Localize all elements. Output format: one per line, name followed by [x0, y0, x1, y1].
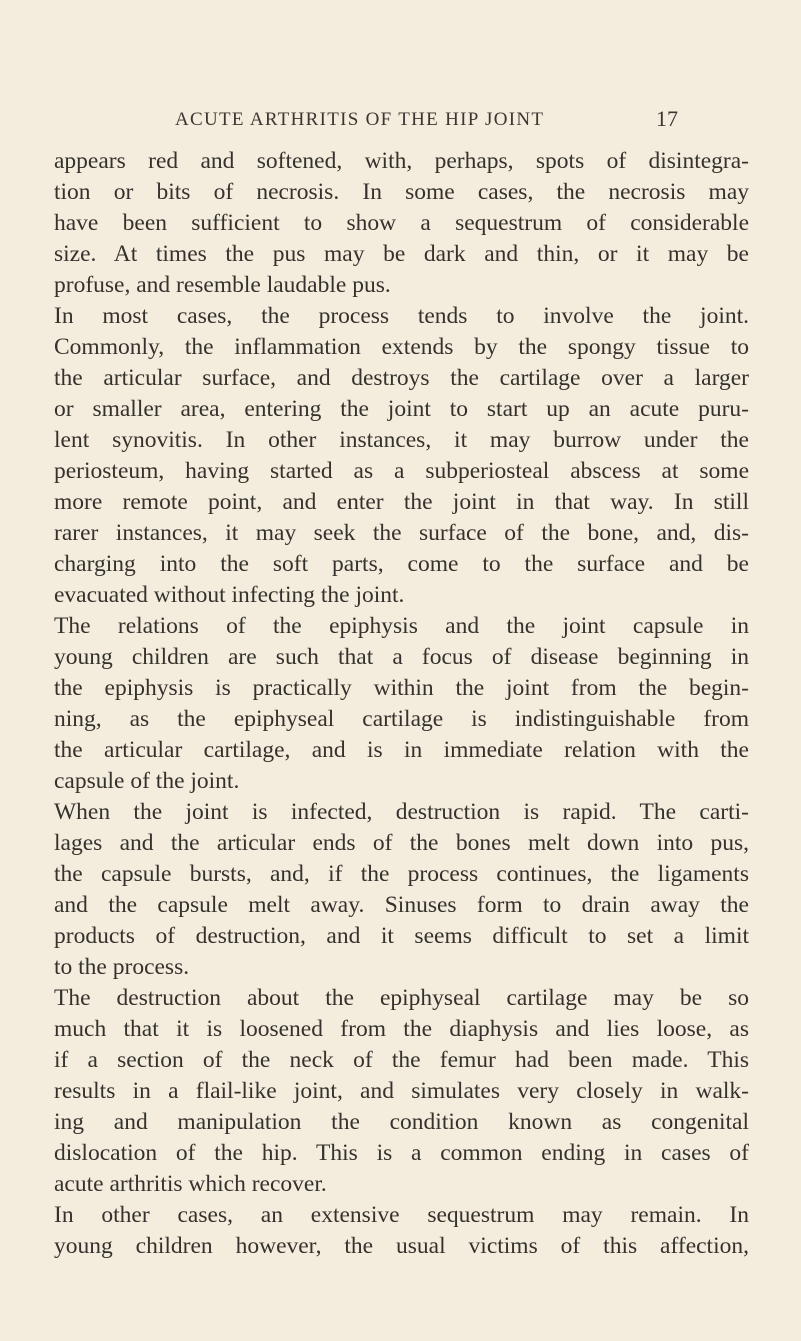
text-line: or smaller area, entering the joint to start up an acute puru- [54, 396, 749, 422]
text-line: appears red and softened, with, perhaps, spots of disintegra- [54, 148, 749, 174]
text-line: products of destruction, and it seems difficult to set a limit [54, 923, 749, 949]
text-line: have been sufficient to show a sequestrum of considerable [54, 210, 749, 236]
text-line: Commonly, the inflammation extends by the spongy tissue to [54, 334, 749, 360]
text-line: lages and the articular ends of the bones melt down into pus, [54, 830, 749, 856]
text-line: dislocation of the hip. This is a common ending in cases of [54, 1140, 749, 1166]
text-line: evacuated without infecting the joint. [54, 582, 405, 608]
running-head-title: ACUTE ARTHRITIS OF THE HIP JOINT [175, 109, 545, 130]
text-line: the capsule bursts, and, if the process continues, the ligaments [54, 861, 749, 887]
text-line: if a section of the neck of the femur had been made. This [54, 1047, 749, 1073]
text-line: ning, as the epiphyseal cartilage is indistinguishable from [54, 706, 749, 732]
text-line: more remote point, and enter the joint in that way. In still [54, 489, 749, 515]
paragraph [54, 146, 749, 301]
body-text [54, 146, 749, 1262]
text-line: charging into the soft parts, come to the surface and be [54, 551, 749, 577]
text-line: young children are such that a focus of disease beginning in [54, 644, 749, 670]
text-line: In other cases, an extensive sequestrum may remain. In [54, 1202, 749, 1228]
text-line: When the joint is infected, destruction is rapid. The carti- [54, 799, 749, 825]
text-line: capsule of the joint. [54, 768, 240, 794]
text-line: ing and manipulation the condition known as congenital [54, 1109, 749, 1135]
paragraph [54, 983, 749, 1200]
text-line: The relations of the epiphysis and the joint capsule in [54, 613, 749, 639]
paragraph [54, 611, 749, 797]
paragraph [54, 1200, 749, 1262]
paragraph [54, 301, 749, 611]
text-line: In most cases, the process tends to involve the joint. [54, 303, 749, 329]
text-line: acute arthritis which recover. [54, 1171, 327, 1197]
paragraph [54, 797, 749, 983]
page-number: 17 [656, 106, 678, 131]
text-line: much that it is loosened from the diaphysis and lies loose, as [54, 1016, 749, 1042]
text-line: The destruction about the epiphyseal cartilage may be so [54, 985, 749, 1011]
text-line: young children however, the usual victims of this affection, [54, 1233, 749, 1259]
text-line: size. At times the pus may be dark and thin, or it may be [54, 241, 749, 267]
text-line: rarer instances, it may seek the surface of the bone, and, dis- [54, 520, 749, 546]
text-line: to the process. [54, 954, 190, 980]
text-line: periosteum, having started as a subperiosteal abscess at some [54, 458, 749, 484]
text-line: tion or bits of necrosis. In some cases, the necrosis may [54, 179, 749, 205]
text-line: the articular cartilage, and is in immediate relation with the [54, 737, 749, 763]
text-line: the epiphysis is practically within the joint from the begin- [54, 675, 749, 701]
text-line: profuse, and resemble laudable pus. [54, 272, 391, 298]
text-line: lent synovitis. In other instances, it may burrow under the [54, 427, 749, 453]
text-line: and the capsule melt away. Sinuses form to drain away the [54, 892, 749, 918]
text-line: results in a flail-like joint, and simulates very closely in walk- [54, 1078, 749, 1104]
text-line: the articular surface, and destroys the cartilage over a larger [54, 365, 749, 391]
